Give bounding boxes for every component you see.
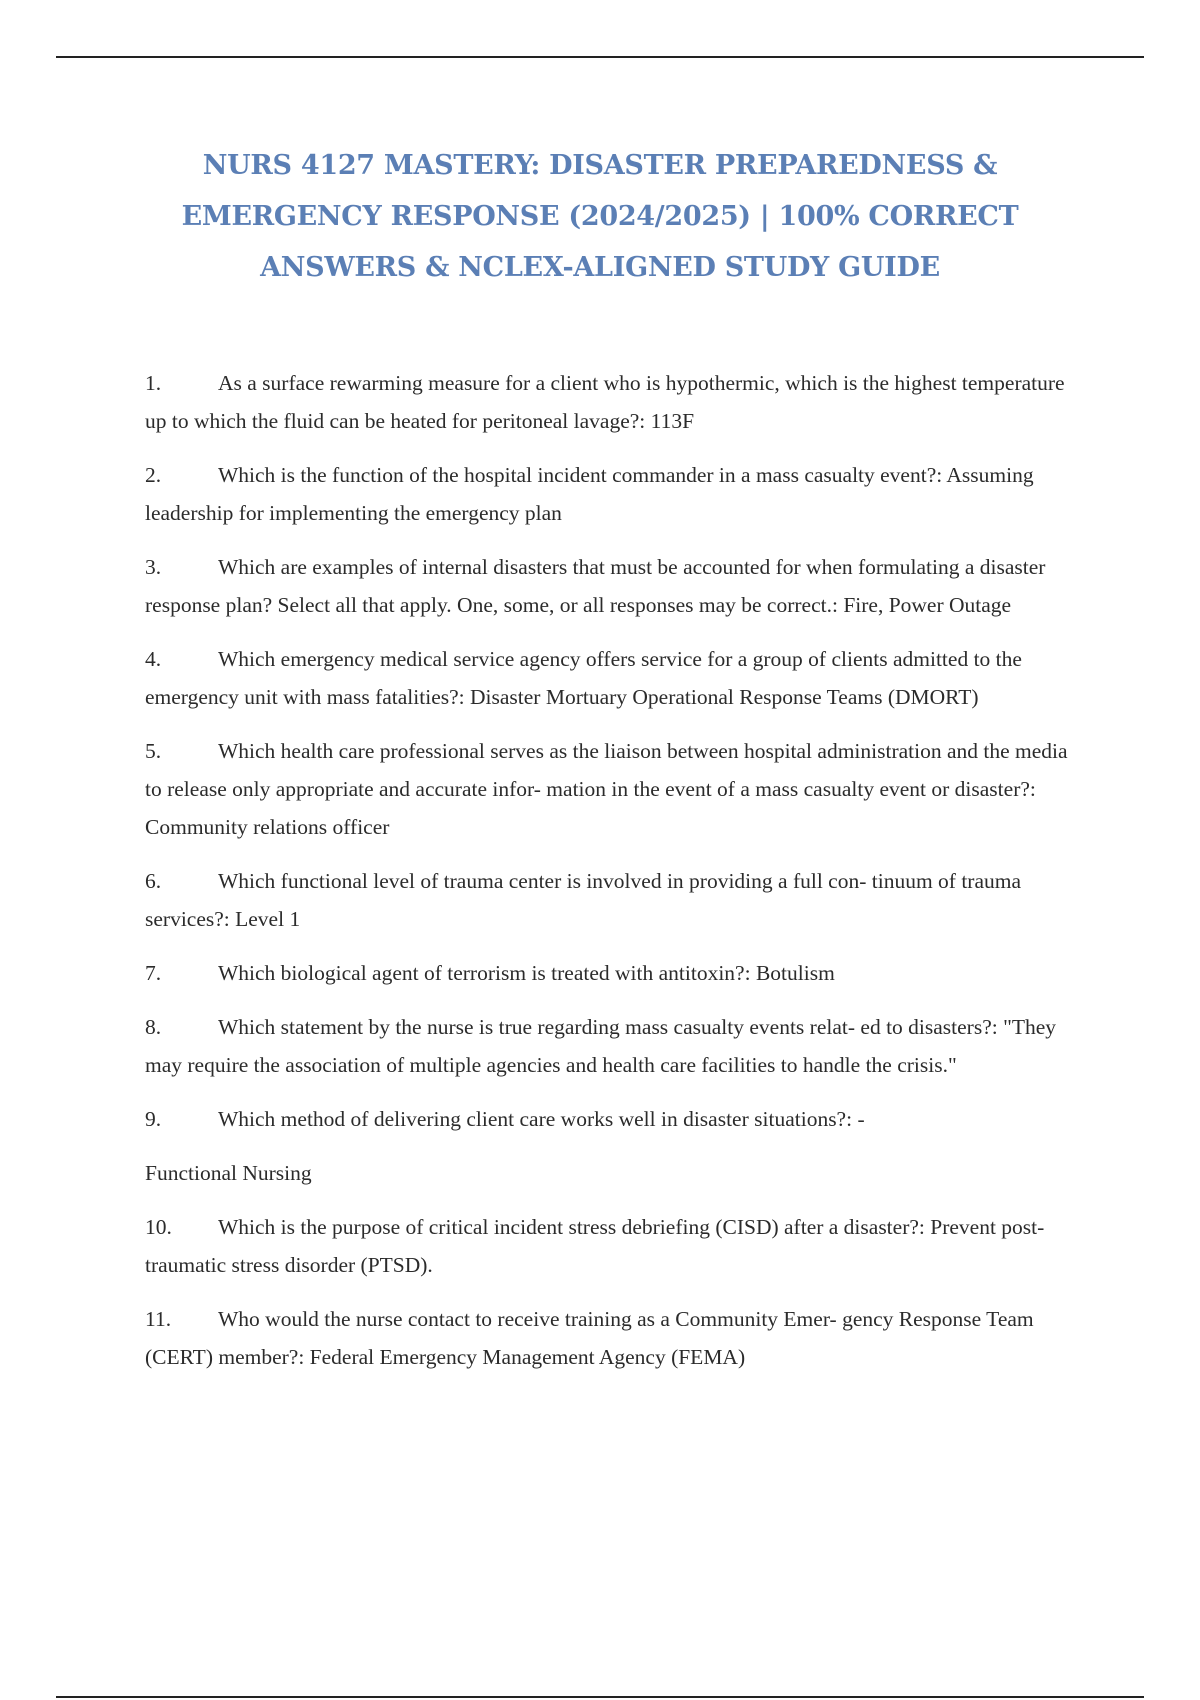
question-text: Which is the function of the hospital incident commander in a mass casualty event?: Assuming leadership for implementing the emergency plan <box>145 463 1034 525</box>
question-text: Which statement by the nurse is true regarding mass casualty events relat- ed to disasters?: "They may require the association of multiple agencies and health care facilities to handle the crisis." <box>145 1015 1057 1077</box>
question-item <box>145 862 1085 938</box>
question-number: 3. <box>145 555 162 579</box>
question-text: Which emergency medical service agency offers service for a group of clients admitted to the emergency unit with mass fatalities?: Disaster Mortuary Operational Response Teams (DMORT) <box>145 647 1022 709</box>
question-item <box>145 1100 1085 1138</box>
question-list <box>145 364 1085 1392</box>
question-item <box>145 1008 1085 1084</box>
bottom-rule <box>56 1696 1144 1698</box>
question-number: 8. <box>145 1015 162 1039</box>
question-item <box>145 732 1085 846</box>
question-text: Which biological agent of terrorism is treated with antitoxin?: Botulism <box>218 961 835 985</box>
question-number: 9. <box>145 1107 162 1131</box>
question-number: 6. <box>145 869 162 893</box>
question-text: Which functional level of trauma center is involved in providing a full con- tinuum of trauma services?: Level 1 <box>145 869 1022 931</box>
question-text: Which health care professional serves as the liaison between hospital administration and the media to release only appropriate and accurate infor- mation in the event of a mass casualty event or disaster?: Community relations officer <box>145 739 1068 839</box>
answer-continuation: Functional Nursing <box>145 1161 312 1185</box>
question-number: 2. <box>145 463 162 487</box>
question-item <box>145 364 1085 440</box>
question-text: As a surface rewarming measure for a client who is hypothermic, which is the highest temperature up to which the fluid can be heated for peritoneal lavage?: 113F <box>145 371 1065 433</box>
question-item <box>145 640 1085 716</box>
question-text: Which method of delivering client care works well in disaster situations?: - <box>218 1107 865 1131</box>
question-number: 1. <box>145 371 162 395</box>
question-text: Who would the nurse contact to receive training as a Community Emer- gency Response Team (CERT) member?: Federal Emergency Management Agency (FEMA) <box>145 1307 1034 1369</box>
question-number: 7. <box>145 961 162 985</box>
top-rule <box>56 56 1144 58</box>
question-item <box>145 548 1085 624</box>
question-number: 4. <box>145 647 162 671</box>
question-text: Which is the purpose of critical incident stress debriefing (CISD) after a disaster?: Prevent post- traumatic stress disorder (PTSD). <box>145 1215 1045 1277</box>
question-item <box>145 1208 1085 1284</box>
question-number: 10. <box>145 1215 172 1239</box>
question-number: 5. <box>145 739 162 763</box>
question-number: 11. <box>145 1307 172 1331</box>
question-item <box>145 456 1085 532</box>
question-text: Which are examples of internal disasters that must be accounted for when formulating a disaster response plan? Select all that apply. One, some, or all responses may be correct.: Fire, Power Outage <box>145 555 1046 617</box>
document-title: NURS 4127 MASTERY: DISASTER PREPAREDNESS & EMERGENCY RESPONSE (2024/2025) | 100% CORRECT ANSWERS & NCLEX-ALIGNED STUDY GUIDE <box>181 150 1019 283</box>
question-item <box>145 1300 1085 1376</box>
question-item <box>145 954 1085 992</box>
